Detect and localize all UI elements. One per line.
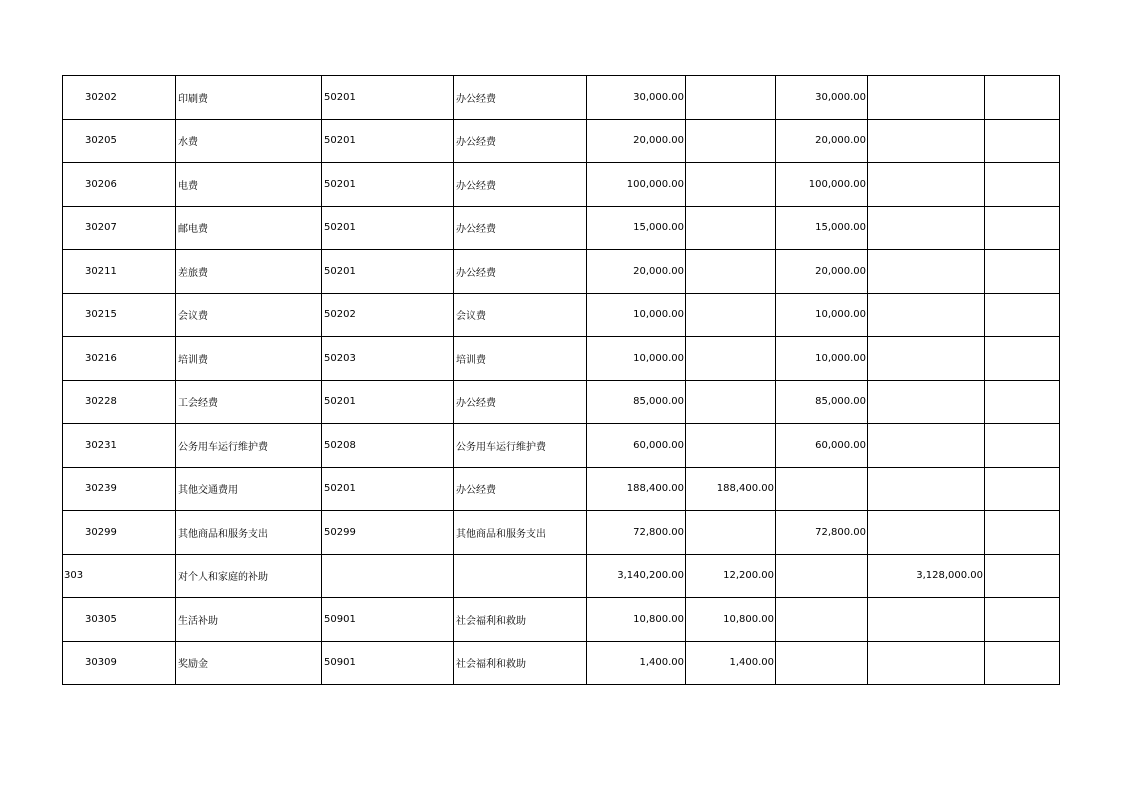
extra-cell	[985, 424, 1060, 468]
basic-expense-cell: 188,400.00	[686, 467, 776, 511]
total-amount-cell: 20,000.00	[587, 119, 686, 163]
other-amount-cell	[868, 293, 985, 337]
econ-name-cell: 其他商品和服务支出	[454, 511, 587, 555]
other-amount-cell	[868, 337, 985, 381]
table-row	[63, 337, 1060, 381]
project-expense-cell: 100,000.00	[776, 163, 868, 207]
econ-code-cell: 50201	[322, 119, 454, 163]
table-row	[63, 250, 1060, 294]
extra-cell	[985, 163, 1060, 207]
func-code-cell: 30309	[63, 641, 176, 685]
table-row	[63, 76, 1060, 120]
func-code-cell: 30202	[63, 76, 176, 120]
econ-name-cell: 培训费	[454, 337, 587, 381]
extra-cell	[985, 206, 1060, 250]
other-amount-cell	[868, 511, 985, 555]
func-name-cell: 差旅费	[176, 250, 322, 294]
basic-expense-cell	[686, 380, 776, 424]
project-expense-cell	[776, 554, 868, 598]
econ-code-cell: 50202	[322, 293, 454, 337]
project-expense-cell: 10,000.00	[776, 337, 868, 381]
econ-name-cell	[454, 554, 587, 598]
func-code-cell: 30305	[63, 598, 176, 642]
func-code-cell: 30205	[63, 119, 176, 163]
extra-cell	[985, 293, 1060, 337]
table-row	[63, 467, 1060, 511]
econ-name-cell: 办公经费	[454, 380, 587, 424]
func-code-cell: 30231	[63, 424, 176, 468]
total-amount-cell: 20,000.00	[587, 250, 686, 294]
table-row	[63, 119, 1060, 163]
econ-code-cell: 50201	[322, 163, 454, 207]
project-expense-cell: 15,000.00	[776, 206, 868, 250]
basic-expense-cell	[686, 119, 776, 163]
total-amount-cell: 10,800.00	[587, 598, 686, 642]
func-code-cell: 303	[63, 554, 176, 598]
econ-code-cell: 50201	[322, 206, 454, 250]
total-amount-cell: 10,000.00	[587, 293, 686, 337]
table-row	[63, 380, 1060, 424]
project-expense-cell: 10,000.00	[776, 293, 868, 337]
total-amount-cell: 60,000.00	[587, 424, 686, 468]
other-amount-cell	[868, 641, 985, 685]
basic-expense-cell	[686, 511, 776, 555]
project-expense-cell: 72,800.00	[776, 511, 868, 555]
project-expense-cell: 60,000.00	[776, 424, 868, 468]
func-code-cell: 30207	[63, 206, 176, 250]
func-name-cell: 工会经费	[176, 380, 322, 424]
extra-cell	[985, 641, 1060, 685]
econ-name-cell: 办公经费	[454, 119, 587, 163]
other-amount-cell	[868, 206, 985, 250]
basic-expense-cell	[686, 424, 776, 468]
func-name-cell: 印刷费	[176, 76, 322, 120]
econ-name-cell: 办公经费	[454, 163, 587, 207]
func-name-cell: 培训费	[176, 337, 322, 381]
econ-name-cell: 社会福利和救助	[454, 641, 587, 685]
func-code-cell: 30228	[63, 380, 176, 424]
basic-expense-cell	[686, 250, 776, 294]
func-code-cell: 30211	[63, 250, 176, 294]
func-name-cell: 会议费	[176, 293, 322, 337]
extra-cell	[985, 598, 1060, 642]
basic-expense-cell	[686, 206, 776, 250]
total-amount-cell: 30,000.00	[587, 76, 686, 120]
budget-table	[62, 75, 1060, 685]
other-amount-cell	[868, 119, 985, 163]
econ-code-cell: 50201	[322, 250, 454, 294]
func-code-cell: 30299	[63, 511, 176, 555]
other-amount-cell	[868, 380, 985, 424]
basic-expense-cell: 10,800.00	[686, 598, 776, 642]
project-expense-cell: 20,000.00	[776, 119, 868, 163]
econ-name-cell: 办公经费	[454, 76, 587, 120]
table-row	[63, 511, 1060, 555]
func-code-cell: 30215	[63, 293, 176, 337]
table-row	[63, 641, 1060, 685]
table-row	[63, 598, 1060, 642]
basic-expense-cell: 1,400.00	[686, 641, 776, 685]
project-expense-cell	[776, 641, 868, 685]
total-amount-cell: 85,000.00	[587, 380, 686, 424]
econ-name-cell: 办公经费	[454, 206, 587, 250]
econ-code-cell	[322, 554, 454, 598]
func-name-cell: 生活补助	[176, 598, 322, 642]
extra-cell	[985, 337, 1060, 381]
basic-expense-cell	[686, 76, 776, 120]
econ-name-cell: 办公经费	[454, 467, 587, 511]
func-code-cell: 30216	[63, 337, 176, 381]
func-name-cell: 奖励金	[176, 641, 322, 685]
extra-cell	[985, 380, 1060, 424]
total-amount-cell: 1,400.00	[587, 641, 686, 685]
project-expense-cell	[776, 467, 868, 511]
func-name-cell: 电费	[176, 163, 322, 207]
func-code-cell: 30206	[63, 163, 176, 207]
extra-cell	[985, 250, 1060, 294]
func-name-cell: 其他商品和服务支出	[176, 511, 322, 555]
total-amount-cell: 10,000.00	[587, 337, 686, 381]
econ-name-cell: 社会福利和救助	[454, 598, 587, 642]
project-expense-cell: 30,000.00	[776, 76, 868, 120]
econ-name-cell: 会议费	[454, 293, 587, 337]
table-row	[63, 554, 1060, 598]
econ-code-cell: 50203	[322, 337, 454, 381]
other-amount-cell	[868, 598, 985, 642]
table-row	[63, 206, 1060, 250]
econ-name-cell: 办公经费	[454, 250, 587, 294]
extra-cell	[985, 554, 1060, 598]
project-expense-cell	[776, 598, 868, 642]
other-amount-cell	[868, 467, 985, 511]
func-name-cell: 对个人和家庭的补助	[176, 554, 322, 598]
total-amount-cell: 72,800.00	[587, 511, 686, 555]
total-amount-cell: 15,000.00	[587, 206, 686, 250]
other-amount-cell	[868, 250, 985, 294]
project-expense-cell: 20,000.00	[776, 250, 868, 294]
other-amount-cell	[868, 424, 985, 468]
project-expense-cell: 85,000.00	[776, 380, 868, 424]
table-row	[63, 163, 1060, 207]
other-amount-cell: 3,128,000.00	[868, 554, 985, 598]
table-row	[63, 293, 1060, 337]
func-name-cell: 水费	[176, 119, 322, 163]
econ-code-cell: 50208	[322, 424, 454, 468]
func-name-cell: 邮电费	[176, 206, 322, 250]
extra-cell	[985, 119, 1060, 163]
func-code-cell: 30239	[63, 467, 176, 511]
other-amount-cell	[868, 163, 985, 207]
basic-expense-cell	[686, 293, 776, 337]
extra-cell	[985, 76, 1060, 120]
func-name-cell: 其他交通费用	[176, 467, 322, 511]
econ-code-cell: 50201	[322, 76, 454, 120]
econ-name-cell: 公务用车运行维护费	[454, 424, 587, 468]
econ-code-cell: 50901	[322, 641, 454, 685]
total-amount-cell: 188,400.00	[587, 467, 686, 511]
basic-expense-cell	[686, 337, 776, 381]
econ-code-cell: 50201	[322, 380, 454, 424]
basic-expense-cell: 12,200.00	[686, 554, 776, 598]
econ-code-cell: 50201	[322, 467, 454, 511]
total-amount-cell: 100,000.00	[587, 163, 686, 207]
econ-code-cell: 50299	[322, 511, 454, 555]
total-amount-cell: 3,140,200.00	[587, 554, 686, 598]
table-row	[63, 424, 1060, 468]
extra-cell	[985, 511, 1060, 555]
basic-expense-cell	[686, 163, 776, 207]
extra-cell	[985, 467, 1060, 511]
econ-code-cell: 50901	[322, 598, 454, 642]
func-name-cell: 公务用车运行维护费	[176, 424, 322, 468]
other-amount-cell	[868, 76, 985, 120]
